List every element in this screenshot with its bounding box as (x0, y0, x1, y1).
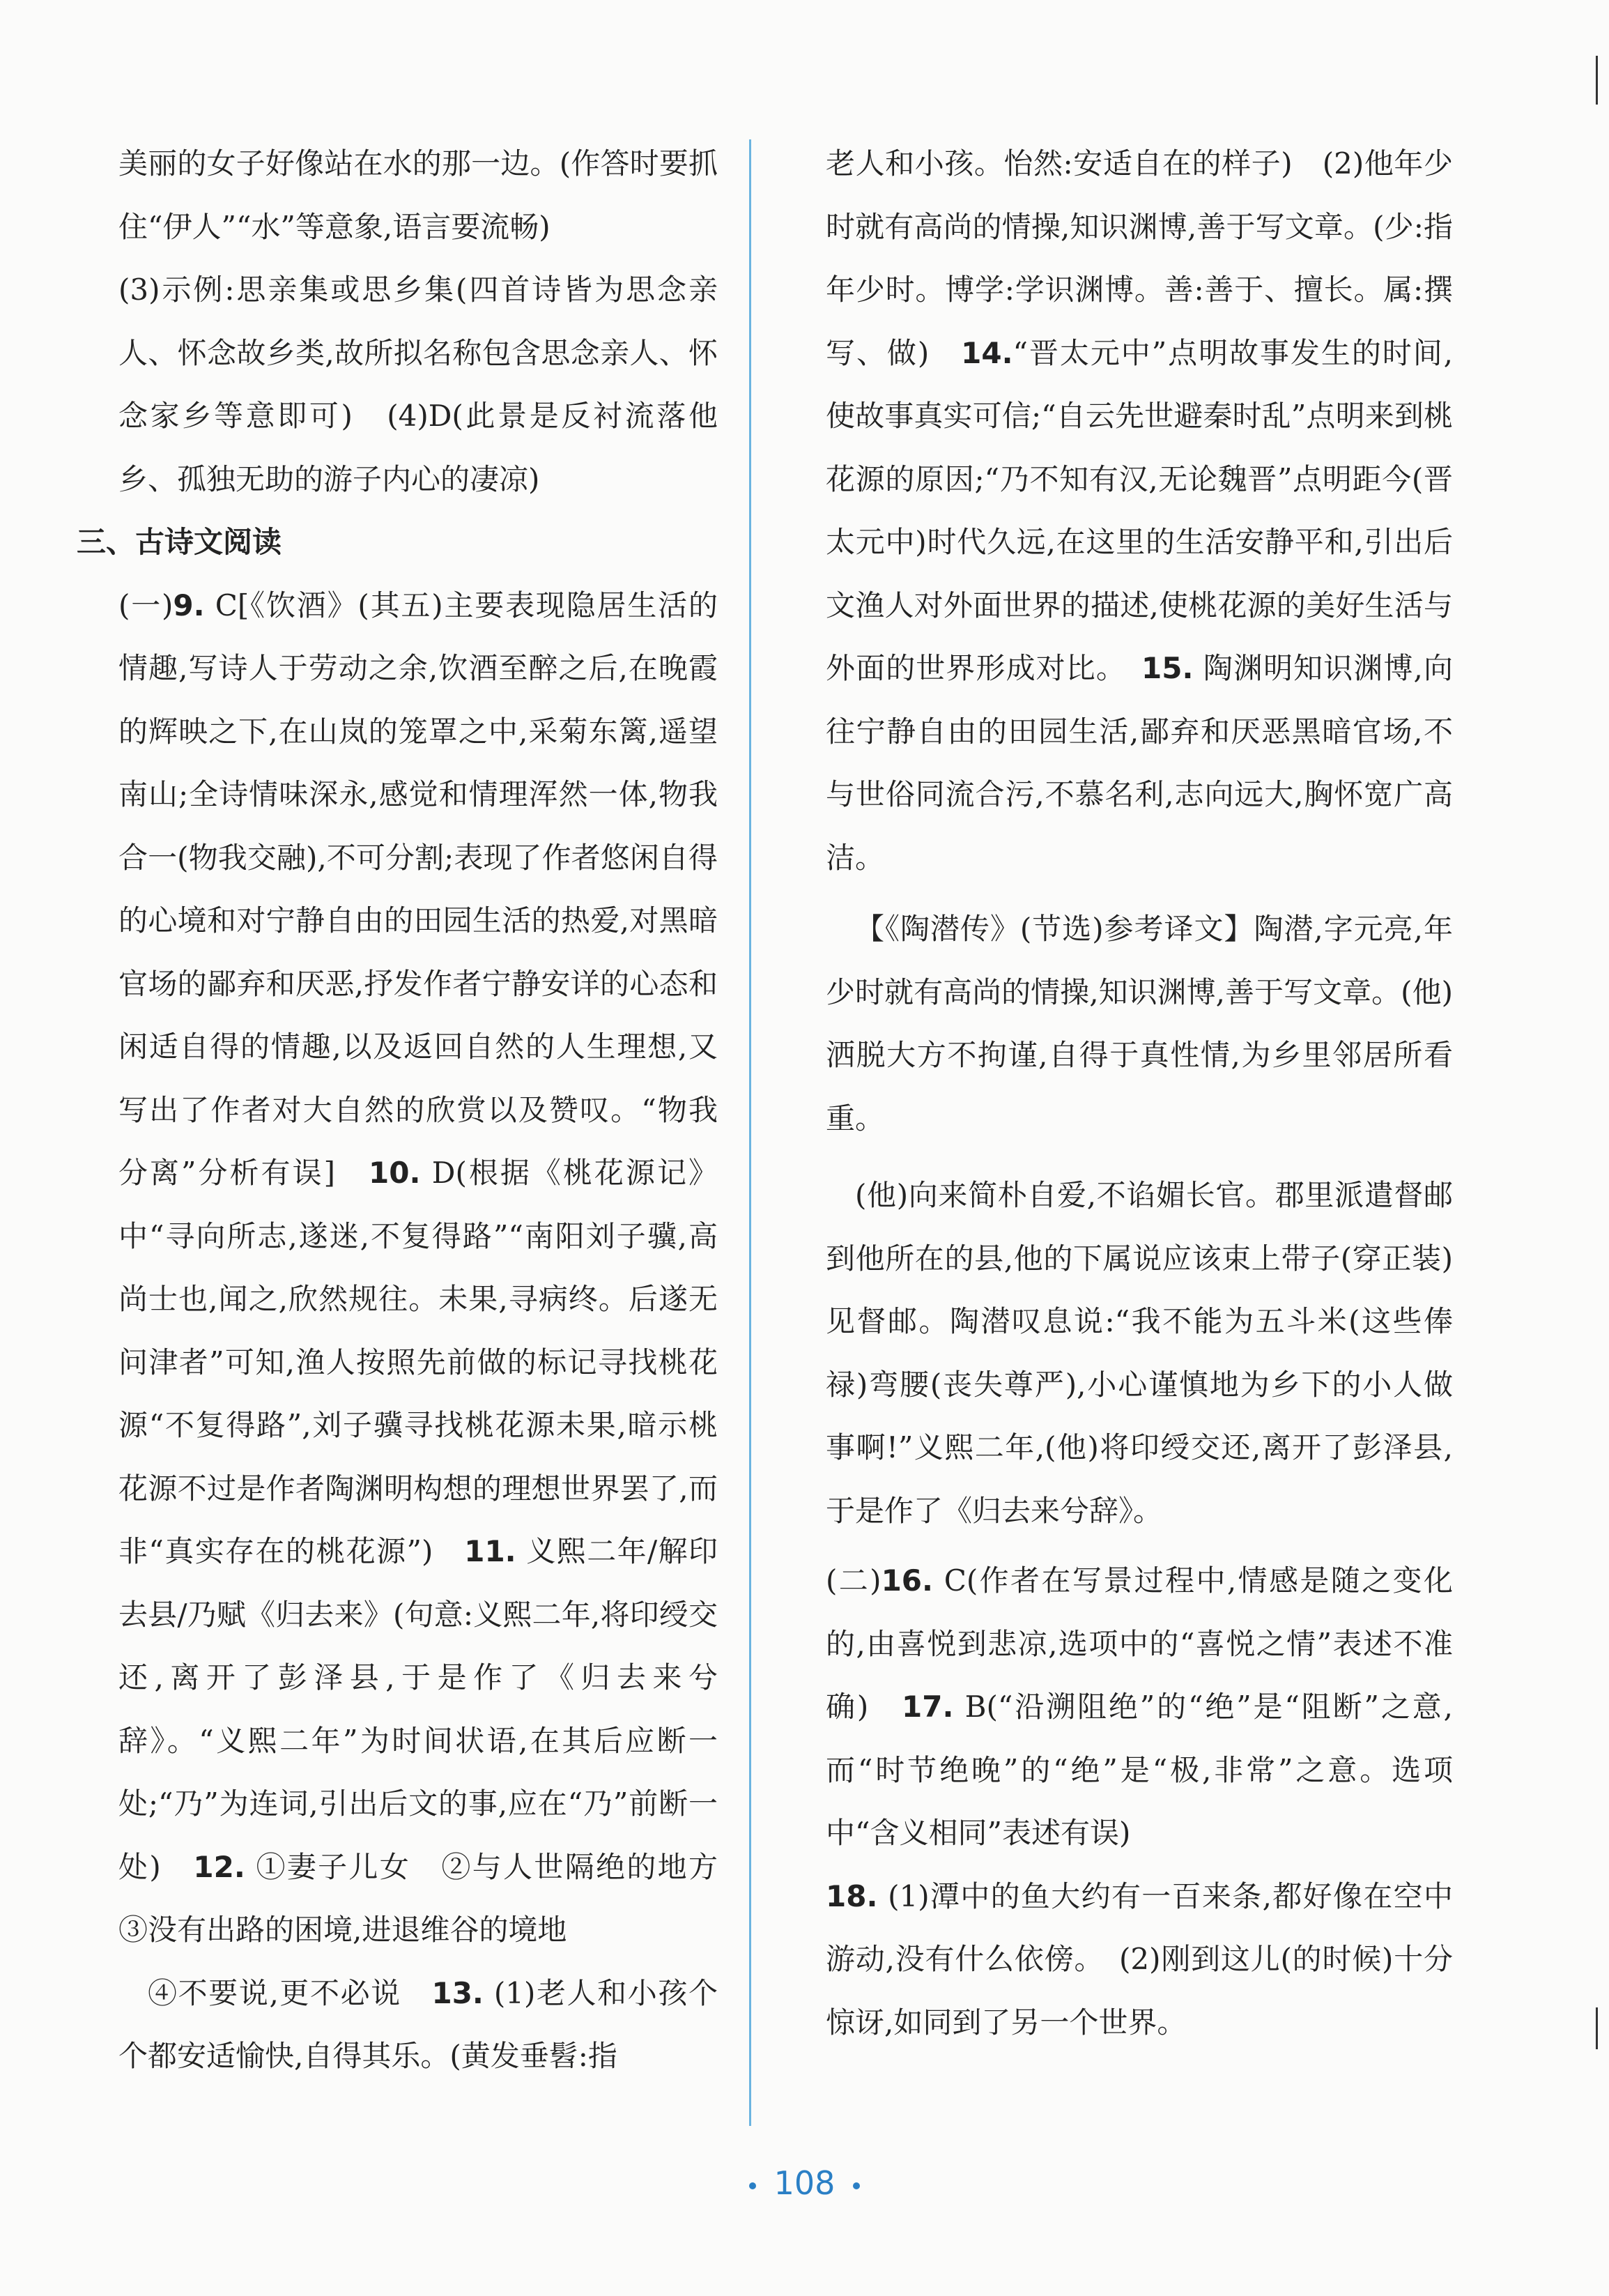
question-number: 13. (431, 1975, 484, 2010)
answer-text: D(根据《桃花源记》中“寻向所志,遂迷,不复得路”“南阳刘子骥,高尚士也,闻之,欣然规往。未果,寻病终。后遂无问津者”可知,渔人按照先前做的标记寻找桃花源“不复得路”,刘子骥寻找桃花源未果,暗示桃花源不过是作者陶渊明构想的理想世界罢了,而非“真实存在的桃花源”) (118, 1156, 718, 1568)
question-number: 18. (826, 1878, 878, 1913)
question-number: 17. (902, 1690, 954, 1724)
answer-text: ④不要说,更不必说 (148, 1975, 432, 2010)
scan-edge-mark (1596, 2007, 1598, 2049)
answer-text: “晋太元中”点明故事发生的时间,使故事真实可信;“自云先世避秦时乱”点明来到桃花源的原因;“乃不知有汉,无论魏晋”点明距今(晋太元中)时代久远,在这里的生活安静平和,引出后文渔人对外面世界的描述,使桃花源的美好生活与外面的世界形成对比。 (826, 335, 1454, 685)
question-number: 16. (881, 1563, 933, 1598)
answer-text: ①妻子儿女 ②与人世隔绝的地方 ③没有出路的困境,进退维谷的境地 (118, 1849, 748, 1947)
page-number (0, 2164, 1609, 2202)
left-column (77, 132, 748, 2088)
dot-icon (853, 2182, 860, 2189)
right-column (826, 132, 1453, 2054)
answer-text: B(“沿溯阻绝”的“绝”是“阻断”之意,而“时节绝晚”的“绝”是“极,非常”之意。选项中“含义相同”表述有误) (826, 1690, 1453, 1850)
question-number: 15. (1141, 651, 1194, 685)
answer-paragraph: (3)示例:思亲集或思乡集(四首诗皆为思念亲人、怀念故乡类,故所拟名称包含思念亲人、怀念家乡等意即可) (4)D(此景是反衬流落他乡、孤独无助的游子内心的凄凉) (118, 273, 718, 496)
answer-text: (1)老人和小孩个个都安适愉快,自得其乐。(黄发垂髫:指 (118, 1975, 718, 2073)
column-divider (749, 139, 751, 2126)
question-number: 11. (464, 1534, 516, 1568)
sub-label: (一) (118, 588, 174, 622)
answer-paragraph (118, 574, 748, 1962)
dot-icon (749, 2182, 756, 2189)
answer-text: 义熙二年/解印去县/乃赋《归去来》(句意:义熙二年,将印绶交还,离开了彭泽县,于是作了《归去来兮辞》。“义熙二年”为时间状语,在其后应断一处;“乃”为连词,引出后文的事,应在“乃”前断一处) (118, 1534, 718, 1884)
scan-edge-mark (1596, 56, 1598, 105)
translation-paragraph: (他)向来简朴自爱,不谄媚长官。郡里派遣督邮到他所在的县,他的下属说应该束上带子(穿正装)见督邮。陶潜叹息说:“我不能为五斗米(这些俸禄)弯腰(丧失尊严),小心谨慎地为乡下的小人做事啊!”义熙二年,(他)将印绶交还,离开了彭泽县,于是作了《归去来兮辞》。 (826, 1178, 1453, 1528)
question-number: 9. (173, 588, 205, 622)
answer-text: (1)潭中的鱼大约有一百来条,都好像在空中游动,没有什么依傍。 (2)刚到这儿(的时候)十分惊讶,如同到了另一个世界。 (826, 1878, 1453, 2039)
page-number-text: 108 (773, 2164, 836, 2202)
question-number: 10. (369, 1156, 421, 1190)
answer-paragraph (826, 132, 1453, 889)
answer-paragraph: 美丽的女子好像站在水的那一边。(作答时要抓住“伊人”“水”等意象,语言要流畅) (118, 146, 718, 244)
translation-paragraph: 【《陶潜传》(节选)参考译文】陶潜,字元亮,年少时就有高尚的情操,知识渊博,善于写文章。(他)洒脱大方不拘谨,自得于真性情,为乡里邻居所看重。 (826, 912, 1453, 1135)
answer-text: 老人和小孩。怡然:安适自在的样子) (2)他年少时就有高尚的情操,知识渊博,善于写文章。(少:指年少时。博学:学识渊博。善:善于、擅长。属:撰写、做) (826, 146, 1453, 370)
answer-paragraph (118, 1962, 718, 2088)
answer-paragraph (826, 1865, 1453, 2055)
answer-text: C(作者在写景过程中,情感是随之变化的,由喜悦到悲凉,选项中的“喜悦之情”表述不准确) (826, 1563, 1453, 1724)
section-heading: 三、古诗文阅读 (77, 525, 282, 559)
answer-text: 陶渊明知识渊博,向往宁静自由的田园生活,鄙弃和厌恶黑暗官场,不与世俗同流合污,不慕名利,志向远大,胸怀宽广高洁。 (826, 651, 1453, 875)
answer-text: C[《饮酒》(其五)主要表现隐居生活的情趣,写诗人于劳动之余,饮酒至醉之后,在晚霞的辉映之下,在山岚的笼罩之中,采菊东篱,遥望南山;全诗情味深永,感觉和情理浑然一体,物我合一(物我交融),不可分割;表现了作者悠闲自得的心境和对宁静自由的田园生活的热爱,对黑暗官场的鄙弃和厌恶,抒发作者宁静安详的心态和闲适自得的情趣,以及返回自然的人生理想,又写出了作者对大自然的欣赏以及赞叹。“物我分离”分析有误] (118, 588, 718, 1190)
answer-paragraph (826, 1549, 1453, 1865)
sub-label: (二) (826, 1563, 882, 1598)
question-number: 12. (193, 1849, 245, 1884)
question-number: 14. (961, 335, 1013, 370)
